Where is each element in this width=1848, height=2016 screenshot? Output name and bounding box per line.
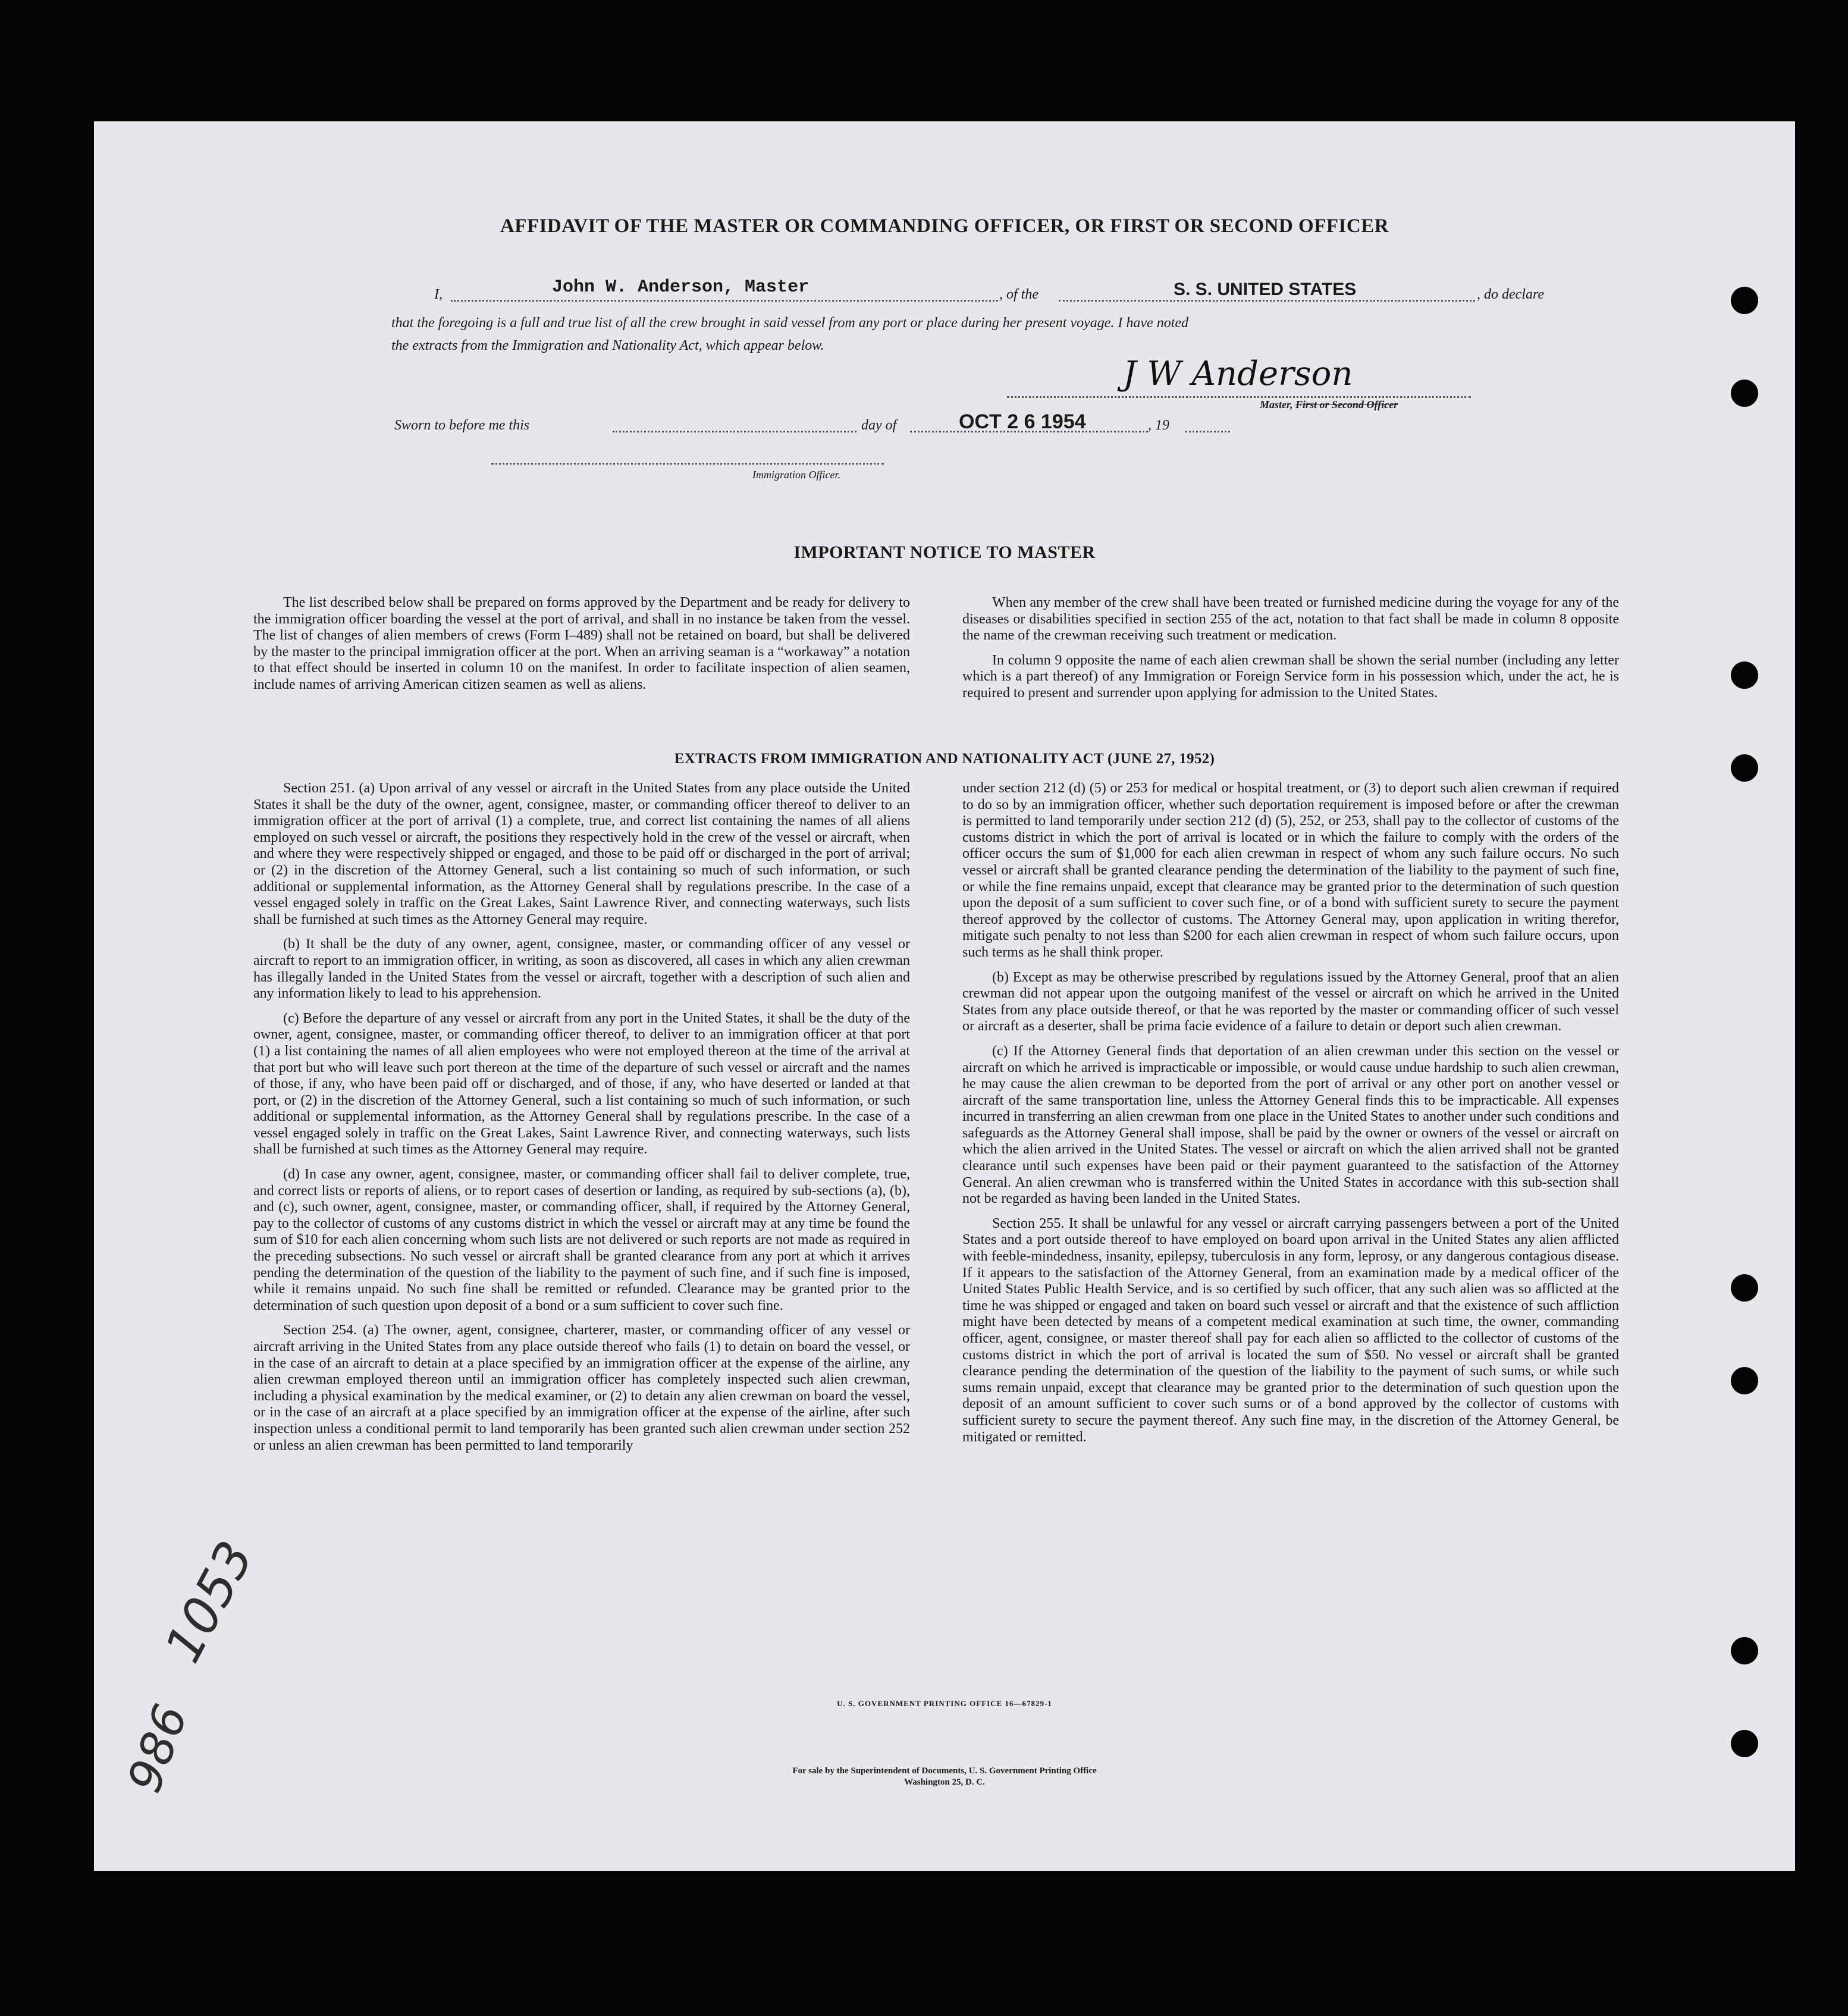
notice-right-paragraph-1: When any member of the crew shall have been treated or furnished medicine during the voyage for any of the diseases or disabilities specified in section 255 of the act, notation to that fact shall be made in column 8 opposite the name of the crewman receiving such treatment or medication. <box>962 595 1619 644</box>
document-page <box>94 121 1795 1871</box>
affidavit-title: AFFIDAVIT OF THE MASTER OR COMMANDING OFFICER, OR FIRST OR SECOND OFFICER <box>500 215 1389 237</box>
signature-line <box>1007 396 1471 398</box>
section-251-a: Section 251. (a) Upon arrival of any vessel or aircraft in the United States from any place outside the United States it shall be the duty of the owner, agent, consignee, master, or commanding officer thereof to deliver to an immigration officer at the port of arrival (1) a complete, true, and correct list containing the names of all aliens employed on such vessel or aircraft, the positions they respectively hold in the crew of the vessel or aircraft, when and where they were respectively shipped or engaged, and those to be paid off or discharged in the port of arrival; or (2) in the discretion of the Attorney General, such a list containing so much of such information, or such additional or supplemental information, as the Attorney General shall by regulations prescribe. In the case of a vessel engaged solely in traffic on the Great Lakes, Saint Lawrence River, and connecting waterways, such lists shall be furnished at such times as the Attorney General may require. <box>253 780 910 927</box>
binder-hole <box>1731 287 1758 314</box>
section-255: Section 255. It shall be unlawful for any vessel or aircraft carrying passengers between a port of the United States and a port outside thereof to have employed on board upon arrival in the United States any alien afflicted with feeble-mindedness, insanity, epilepsy, tuberculosis in any form, leprosy, or any dangerous contagious disease. If it appears to the satisfaction of the Attorney General, from an examination made by a medical officer of the United States Public Health Service, and is so certified by such officer, that any such alien was so afflicted at the time he was shipped or engaged and taken on board such vessel or aircraft and that the existence of such affliction might have been detected by means of a competent medical examination at such time, the owner, commanding officer, agent, consignee, or master thereof shall pay for each alien so afflicted to the collector of customs of the customs district in which the port of arrival is located the sum of $50. No vessel or aircraft shall be granted clearance pending the determination of the question of the liability to the payment of such sums, or while such sums remain unpaid, except that clearance may be granted prior to the determination of such question upon the deposit of an amount sufficient to cover such sums or of a bond approved by the collector of customs with sufficient surety to secure the payment thereof. Any such fine may, in the discretion of the Attorney General, be mitigated or remitted. <box>962 1215 1619 1445</box>
notice-title: IMPORTANT NOTICE TO MASTER <box>793 543 1096 562</box>
printer-line: U. S. GOVERNMENT PRINTING OFFICE 16—67829-1 <box>837 1699 1052 1708</box>
sale-line-2: Washington 25, D. C. <box>904 1777 985 1787</box>
notice-left-paragraph: The list described below shall be prepared on forms approved by the Department and be ready for delivery to the immigration officer boarding the vessel at the port of arrival, and shall in no instance be taken from the vessel. The list of changes of alien members of crews (Form I–489) shall not be retained on board, but shall be delivered by the master to the principal immigration officer at the port. When an arriving seaman is a “workaway” a notation to that effect should be inserted in column 10 on the manifest. In order to facilitate inspection of alien seamen, include names of arriving American citizen seamen as well as aliens. <box>253 595 910 692</box>
signature-caption <box>1260 399 1398 411</box>
section-254-b: (b) Except as may be otherwise prescribed by regulations issued by the Attorney General, proof that an alien crewman did not appear upon the outgoing manifest of the vessel or aircraft on which he arrived in the United States from any place outside thereof, or that he was reported by the master or commanding officer of such vessel or aircraft as a deserter, shall be prima facie evidence of a failure to detain or deport such alien crewman. <box>962 969 1619 1034</box>
vessel-line <box>1059 300 1475 302</box>
name-line <box>451 300 998 302</box>
officer-label: Immigration Officer. <box>752 469 840 481</box>
binder-hole <box>1731 1637 1758 1664</box>
pencil-number-1: 1053 <box>153 1532 265 1672</box>
notice-right-paragraph-2: In column 9 opposite the name of each alien crewman shall be shown the serial number (including any letter which is a part thereof) of any Immigration or Foreign Service form in his possession which, under the act, he is required to present and surrender upon applying for admission to the United States. <box>962 652 1619 701</box>
pencil-number-2: 986 <box>118 1698 199 1799</box>
section-251-c: (c) Before the departure of any vessel or aircraft from any port in the United States, it shall be the duty of the owner, agent, consignee, master, or commanding officer thereof, to deliver to an immigration officer at that port (1) a list containing the names of all alien employees who were not employed thereon at the time of the arrival at that port but who will leave such port thereon at the time of the departure of such vessel or aircraft and the names of those, if any, who have been paid off or discharged, and of those, if any, who have deserted or landed at that port, or (2) in the discretion of the Attorney General, such a list containing so much of such information, or such additional or supplemental information, as the Attorney General shall by regulations prescribe. In the case of a vessel engaged solely in traffic on the Great Lakes, Saint Lawrence River, and connecting waterways, such lists shall be furnished at such times as the Attorney General may require. <box>253 1010 910 1158</box>
section-254-a-continued: under section 212 (d) (5) or 253 for medical or hospital treatment, or (3) to deport such alien crewman if required to do so by an immigration officer, whether such deportation requirement is imposed before or after the crewman is permitted to land temporarily under section 212 (d) (5), 252, or 253, shall pay to the collector of customs of the customs district in which the port of arrival is located or in which the failure to comply with the orders of the officer occurs the sum of $1,000 for each alien crewman in respect of whom any such failure occurs. No such vessel or aircraft shall be granted clearance pending the determination of the liability to the payment of such fine, or while the fine remains unpaid, except that clearance may be granted prior to the determination of such question upon the deposit of a sum sufficient to cover such fine, or of a bond with sufficient surety to secure the payment thereof approved by the collector of customs. The Attorney General may, upon application in writing therefor, mitigate such penalty to not less than $200 for each alien crewman in respect of whom such failure occurs, upon such terms as he shall think proper. <box>962 780 1619 960</box>
notice-left-column <box>253 595 910 702</box>
binder-hole <box>1731 380 1758 407</box>
master-signature: J W Anderson <box>1123 355 1353 393</box>
binder-hole <box>1731 1730 1758 1757</box>
binder-hole <box>1731 1274 1758 1302</box>
of-the-label: , of the <box>999 287 1038 302</box>
sworn-label: Sworn to before me this <box>394 418 530 433</box>
section-254-a: Section 254. (a) The owner, agent, consignee, charterer, master, or commanding officer of any vessel or aircraft arriving in the United States from any place outside thereof who fails (1) to detain on board the vessel, or in the case of an aircraft to detain at a place specified by an immigration officer at the expense of the airline, any alien crewman employed thereon until an immigration officer has completely inspected such alien crewman, including a physical examination by the medical examiner, or (2) to detain any alien crewman on board the vessel, or in the case of an aircraft at a place specified by an immigration officer at the expense of the airline, after such inspection unless a conditional permit to land temporarily has been granted such alien crewman under section 252 or unless an alien crewman has been permitted to land temporarily <box>253 1322 910 1453</box>
section-251-d: (d) In case any owner, agent, consignee, master, or commanding officer shall fail to deliver complete, true, and correct lists or reports of aliens, or to report cases of desertion or landing, as required by sub-sections (a), (b), and (c), such owner, agent, consignee, master, or commanding officer, shall, if required by the Attorney General, pay to the collector of customs of any customs district in which the vessel or aircraft may at any time be found the sum of $10 for each alien concerning whom such lists are not delivered or such reports are not made as required in the preceding subsections. No such vessel or aircraft shall be granted clearance from any port at which it arrives pending the determination of the question of the liability to the payment of such fine, and if such fine is imposed, while it remains unpaid. No such fine shall be remitted or refunded. Clearance may be granted prior to the determination of such question upon deposit of a bond or a sum sufficient to cover such fine. <box>253 1167 910 1313</box>
binder-hole <box>1731 661 1758 689</box>
master-caption: Master, <box>1260 399 1293 410</box>
binder-hole <box>1731 754 1758 782</box>
section-254-c: (c) If the Attorney General finds that deportation of an alien crewman under this section on the vessel or aircraft on which he arrived is impracticable or impossible, or would cause undue hardship to such alien crewman, he may cause the alien crewman to be deported from the port of arrival or any other port on another vessel or aircraft of the same transportation line, unless the Attorney General finds this to be impracticable. All expenses incurred in transferring an alien crewman from one place in the United States to another under such conditions and safeguards as the Attorney General shall impose, shall be paid by the owner or owners of the vessel or aircraft on which the alien arrived in the United States. The vessel or aircraft on which the alien arrived shall not be granted clearance until such expenses have been paid or their payment guaranteed to the satisfaction of the Attorney General. An alien crewman who is transferred within the United States in accordance with this sub-section shall not be regarded as having been landed in the United States. <box>962 1043 1619 1207</box>
do-declare-label: , do declare <box>1477 287 1545 302</box>
extracts-title: EXTRACTS FROM IMMIGRATION AND NATIONALITY ACT (JUNE 27, 1952) <box>674 751 1215 767</box>
extracts-left-column <box>253 780 910 1462</box>
binder-hole <box>1731 1367 1758 1394</box>
year-line <box>1185 431 1230 432</box>
officer-line <box>491 463 884 465</box>
extracts-right-column <box>962 780 1619 1454</box>
struck-caption: First or Second Officer <box>1295 399 1398 410</box>
vessel-name: S. S. UNITED STATES <box>1174 280 1357 299</box>
sale-line-1: For sale by the Superintendent of Documents, U. S. Government Printing Office <box>792 1766 1097 1776</box>
sworn-day-line <box>613 431 856 432</box>
declaration-line-2: that the foregoing is a full and true list of all the crew brought in said vessel from any port or place during her present voyage. I have noted <box>391 315 1189 331</box>
date-stamp: OCT 2 6 1954 <box>959 410 1086 433</box>
day-of-label: day of <box>861 418 897 433</box>
sale-notice <box>94 1766 1795 1788</box>
year-prefix: , 19 <box>1148 418 1169 433</box>
i-label: I, <box>434 287 443 302</box>
section-251-b: (b) It shall be the duty of any owner, agent, consignee, master, or commanding officer of any vessel or aircraft to report to an immigration officer, in writing, as soon as discovered, all cases in which any alien crewman has illegally landed in the United States from the vessel or aircraft, together with a description of such alien and any information likely to lead to his apprehension. <box>253 936 910 1002</box>
notice-right-column <box>962 595 1619 710</box>
master-name: John W. Anderson, Master <box>552 277 810 297</box>
declaration-line-3: the extracts from the Immigration and Nationality Act, which appear below. <box>391 338 824 353</box>
